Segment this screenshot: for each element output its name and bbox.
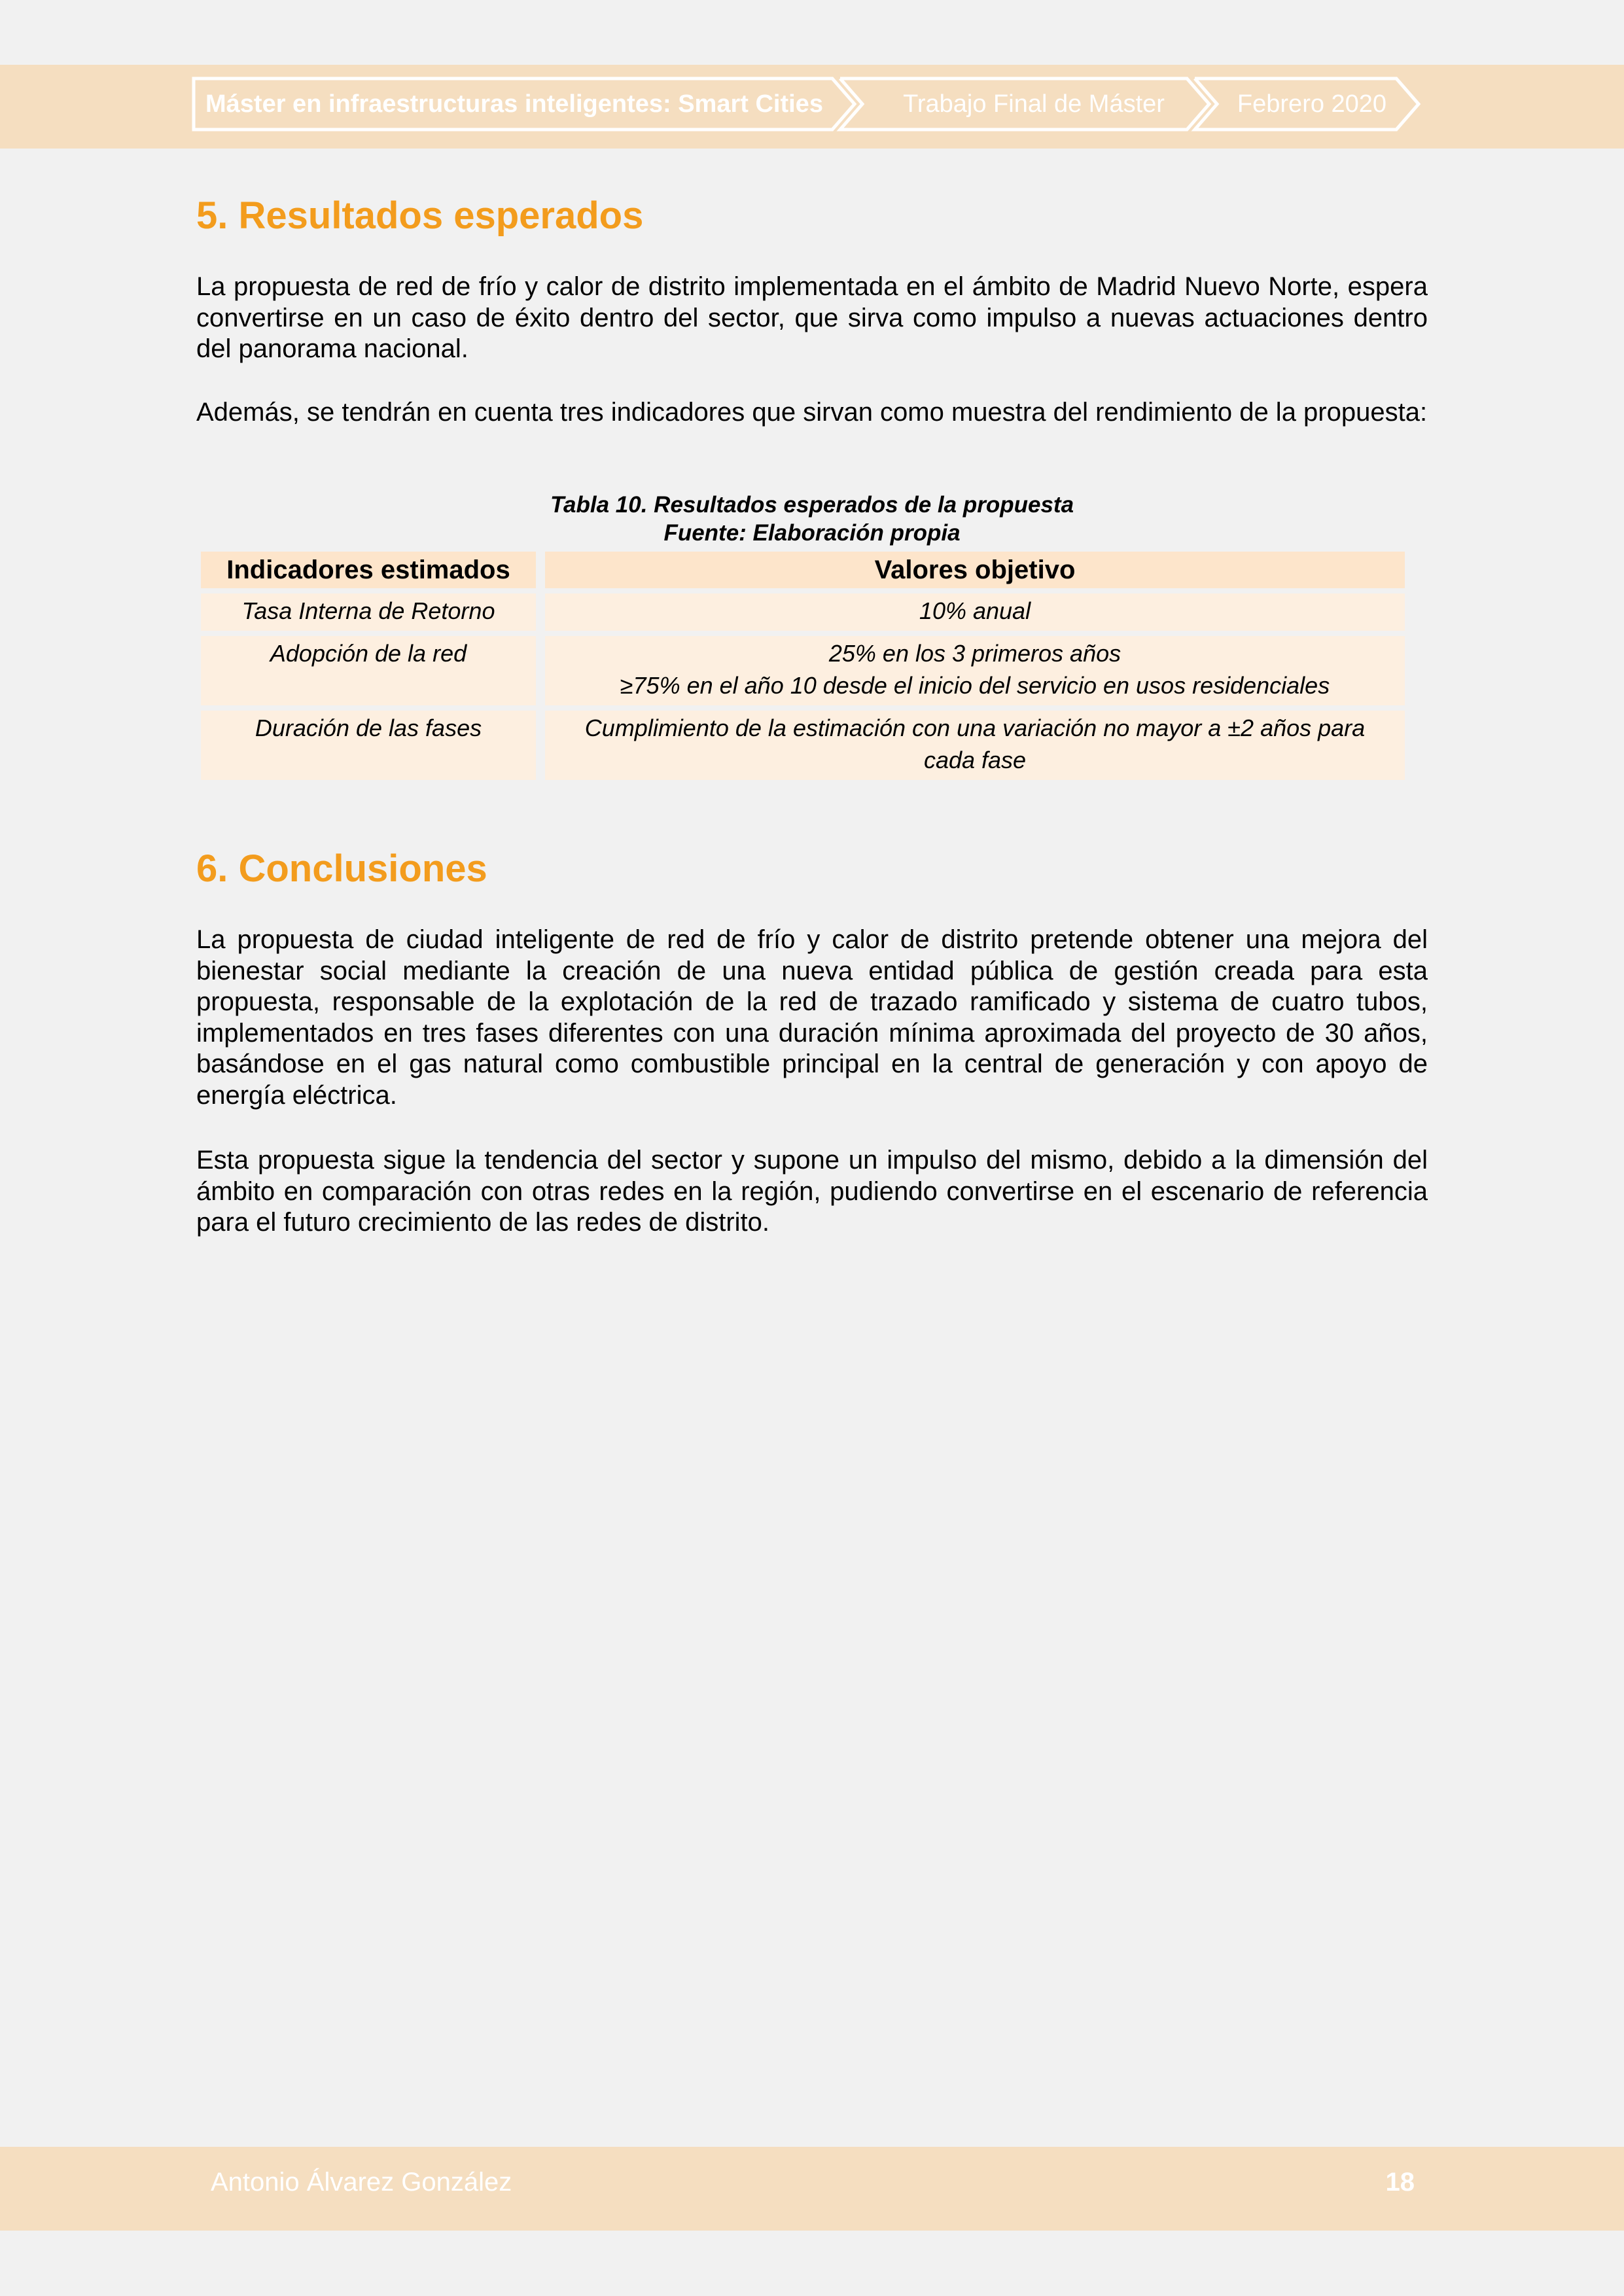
table-header-values: Valores objetivo bbox=[545, 552, 1405, 588]
table-cell-value-line: ≥75% en el año 10 desde el inicio del servicio en usos residenciales bbox=[620, 672, 1330, 699]
table-source: Fuente: Elaboración propia bbox=[663, 520, 961, 546]
section-6-paragraph-1: La propuesta de ciudad inteligente de red de frío y calor de distrito pretende obtener una mejora del bienestar social mediante la creación de una nueva entidad pública de gestión creada para esta propuesta, responsable de la explotación de la red de trazado ramificado y sistema de cuatro tubos, implementados en tres fases diferentes con una duración mínima aproximada del proyecto de 30 años, basándose en el gas natural como combustible principal en la central de generación y con apoyo de energía eléctrica. bbox=[196, 925, 1428, 1110]
breadcrumb-master: Máster en infraestructuras inteligentes: Smart Cities bbox=[205, 90, 823, 118]
table-cell-indicator: Duración de las fases bbox=[201, 711, 536, 780]
table-row bbox=[201, 593, 1405, 631]
table-cell-indicator: Tasa Interna de Retorno bbox=[201, 593, 536, 631]
table-row bbox=[201, 636, 1405, 705]
table-row bbox=[201, 711, 1405, 780]
table-cell-value: 10% anual bbox=[545, 593, 1405, 631]
table-cell-value bbox=[545, 636, 1405, 705]
section-5-title: 5. Resultados esperados bbox=[196, 194, 644, 237]
section-5-paragraph-1: La propuesta de red de frío y calor de distrito implementada en el ámbito de Madrid Nuevo Norte, espera convertirse en un caso de éxito dentro del sector, que sirva como impulso a nuevas actuaciones dentro del panorama nacional. bbox=[196, 272, 1428, 363]
footer-author: Antonio Álvarez González bbox=[211, 2168, 512, 2197]
breadcrumb-tfm: Trabajo Final de Máster bbox=[903, 90, 1165, 118]
section-6-paragraph-2: Esta propuesta sigue la tendencia del sector y supone un impulso del mismo, debido a la dimensión del ámbito en comparación con otras redes en la región, pudiendo convertirse en el escenario de referencia para el futuro crecimiento de las redes de distrito. bbox=[196, 1146, 1428, 1237]
section-5-paragraph-2: Además, se tendrán en cuenta tres indicadores que sirvan como muestra del rendimiento de la propuesta: bbox=[196, 398, 1428, 427]
table-header-row bbox=[201, 552, 1405, 588]
table-header-indicators: Indicadores estimados bbox=[201, 552, 536, 588]
table-cell-value-line: 25% en los 3 primeros años bbox=[828, 640, 1121, 667]
table-cell-value: Cumplimiento de la estimación con una variación no mayor a ±2 años para cada fase bbox=[545, 711, 1405, 780]
results-table bbox=[192, 546, 1414, 785]
breadcrumb-date: Febrero 2020 bbox=[1237, 90, 1387, 118]
table-cell-indicator: Adopción de la red bbox=[201, 636, 536, 705]
section-6-title: 6. Conclusiones bbox=[196, 847, 487, 890]
page-number: 18 bbox=[1385, 2168, 1415, 2197]
table-caption: Tabla 10. Resultados esperados de la propuesta bbox=[550, 492, 1074, 518]
